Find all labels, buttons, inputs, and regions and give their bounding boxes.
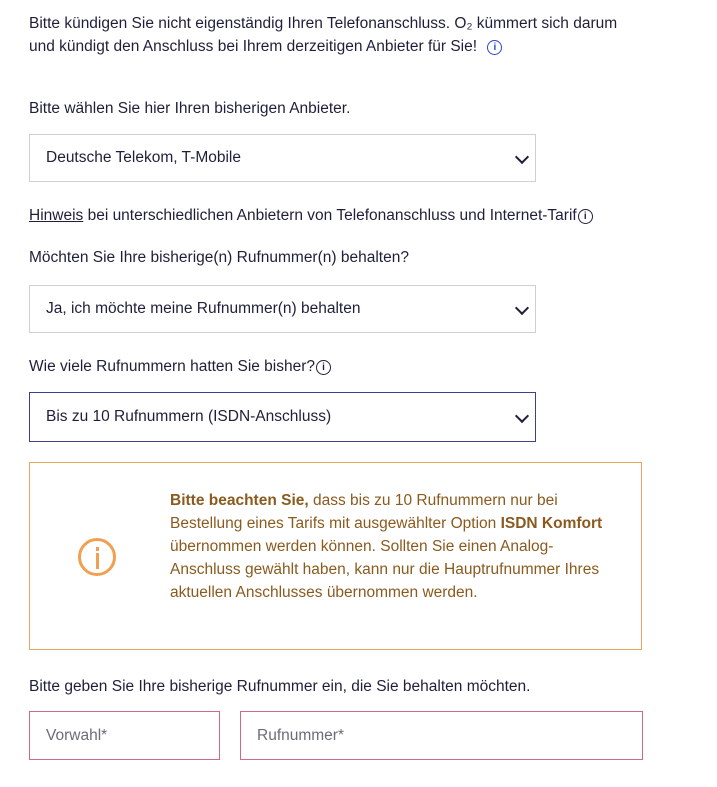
keep-numbers-select-value: Ja, ich möchte meine Rufnummer(n) behalten	[46, 300, 361, 317]
info-icon[interactable]: i	[316, 360, 331, 375]
notice-text-2: übernommen werden können. Sollten Sie einen Analog-Anschluss gewählt haben, kann nur die Hauptrufnummer Ihres aktuellen Anschlusses übernommen werden.	[170, 538, 600, 601]
chevron-down-icon	[515, 301, 529, 315]
provider-select[interactable]	[29, 134, 536, 182]
number-count-select-value: Bis zu 10 Rufnummern (ISDN-Anschluss)	[46, 408, 332, 425]
keep-numbers-label: Möchten Sie Ihre bisherige(n) Rufnummer(n) behalten?	[29, 249, 409, 266]
hint-line	[29, 204, 593, 227]
info-circle-icon	[78, 538, 116, 576]
hint-text: bei unterschiedlichen Anbietern von Telefonanschluss und Internet-Tarif	[83, 207, 577, 224]
number-count-line	[29, 355, 331, 378]
intro-text-content: Bitte kündigen Sie nicht eigenständig Ihren Telefonanschluss. O₂ kümmert sich darum und kündigt den Anschluss bei Ihrem derzeitigen Anbieter für Sie!	[29, 15, 618, 55]
number-count-label: Wie viele Rufnummern hatten Sie bisher?	[29, 358, 316, 375]
provider-select-value: Deutsche Telekom, T-Mobile	[46, 149, 241, 166]
isdn-notice-box	[29, 462, 642, 650]
notice-bold-lead: Bitte beachten Sie,	[170, 492, 309, 509]
notice-text	[170, 489, 610, 604]
chevron-down-icon	[515, 150, 529, 164]
area-code-placeholder: Vorwahl*	[46, 726, 108, 744]
notice-text-1: dass bis zu 10 Rufnummern nur bei Bestellung eines Tarifs mit ausgewählter Option	[170, 492, 558, 532]
intro-text	[29, 12, 639, 58]
hint-link[interactable]: Hinweis	[29, 207, 84, 224]
keep-numbers-select[interactable]	[29, 285, 536, 333]
area-code-input[interactable]	[29, 711, 220, 760]
info-icon[interactable]: i	[578, 209, 593, 224]
notice-bold-option: ISDN Komfort	[500, 515, 603, 532]
phone-number-placeholder: Rufnummer*	[257, 726, 344, 744]
chevron-down-icon	[515, 409, 529, 423]
info-icon[interactable]: i	[487, 40, 502, 55]
provider-label: Bitte wählen Sie hier Ihren bisherigen Anbieter.	[29, 100, 351, 117]
phone-number-input[interactable]	[240, 711, 643, 760]
current-number-label: Bitte geben Sie Ihre bisherige Rufnummer ein, die Sie behalten möchten.	[29, 678, 531, 695]
number-count-select[interactable]	[29, 392, 536, 442]
